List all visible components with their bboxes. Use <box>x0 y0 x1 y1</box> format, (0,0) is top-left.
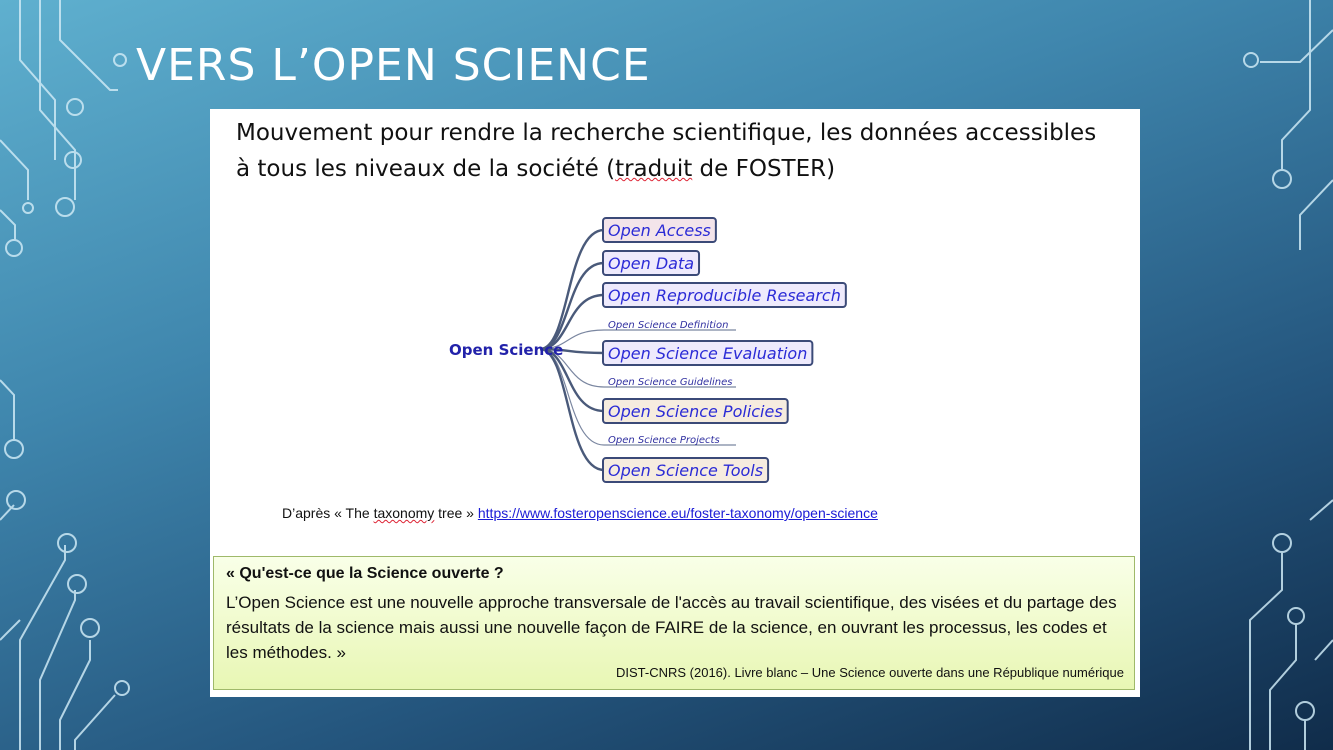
taxonomy-edge <box>540 230 604 349</box>
quote-box <box>213 556 1135 690</box>
source-line <box>282 505 878 521</box>
slide-title: VERS L’OPEN SCIENCE <box>136 40 651 91</box>
intro-text-part1: Mouvement pour rendre la recherche scientifique, les données accessibles à tous les niveaux de la société ( <box>236 120 1097 182</box>
quote-body: L’Open Science est une nouvelle approche transversale de l'accès au travail scientifique, des visées et du partage des résultats de la science mais aussi une nouvelle façon de FAIRE de la science, en ouvrant les processus, les codes et les méthodes. » <box>226 593 1117 662</box>
intro-text-spellcheck-word: traduit <box>615 156 693 182</box>
source-spellcheck-word: taxonomy <box>373 505 435 521</box>
taxonomy-node-label: Open Reproducible Research <box>608 286 841 305</box>
quote-heading: « Qu'est-ce que la Science ouverte ? <box>226 565 504 582</box>
taxonomy-nodes <box>603 218 846 482</box>
source-prefix: D’après « The <box>282 505 374 521</box>
taxonomy-node-label: Open Science Tools <box>608 461 764 480</box>
taxonomy-node-label: Open Science Policies <box>608 402 783 421</box>
taxonomy-node-label: Open Science Guidelines <box>608 377 733 388</box>
taxonomy-node-label: Open Data <box>608 254 695 273</box>
source-link[interactable]: https://www.fosteropenscience.eu/foster-taxonomy/open-science <box>477 505 878 521</box>
taxonomy-node-label: Open Access <box>608 221 711 240</box>
source-middle: tree » <box>434 505 478 521</box>
taxonomy-node-label: Open Science Evaluation <box>608 344 808 363</box>
intro-text-part2: de FOSTER) <box>692 156 836 182</box>
taxonomy-node-label: Open Science Projects <box>608 435 720 446</box>
taxonomy-node-label: Open Science Definition <box>608 320 729 331</box>
taxonomy-root-label: Open Science <box>449 341 564 359</box>
quote-citation: DIST-CNRS (2016). Livre blanc – Une Science ouverte dans une République numérique <box>615 665 1124 680</box>
